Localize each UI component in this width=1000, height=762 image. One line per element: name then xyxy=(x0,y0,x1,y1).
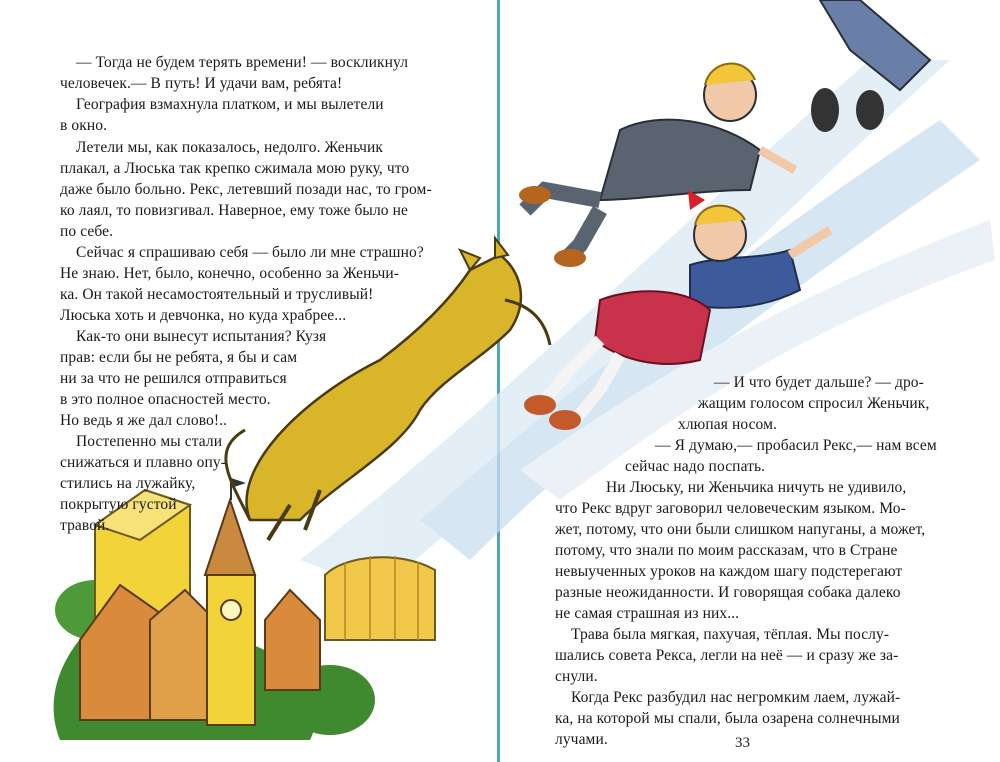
text-line: снули. xyxy=(555,668,598,685)
text-line: Не знаю. Нет, было, конечно, особенно за Женьчи- xyxy=(60,265,400,282)
text-line: стились на лужайку, xyxy=(60,475,196,492)
text-line: География взмахнула платком, и мы вылетели xyxy=(76,96,384,113)
text-line: снижаться и плавно опу- xyxy=(60,454,226,471)
text-line: ка, на которой мы спали, была озарена солнечными xyxy=(555,710,900,727)
text-line: разные неожиданности. И говорящая собака далеко xyxy=(555,584,901,601)
text-line: Ни Люську, ни Женьчика ничуть не удивило, xyxy=(606,479,907,496)
text-line: покрытую густой xyxy=(60,496,177,513)
page-number: 33 xyxy=(735,735,750,751)
text-line: человечек.— В путь! И удачи вам, ребята! xyxy=(60,75,343,92)
text-line: Постепенно мы стали xyxy=(76,433,223,450)
text-line: сейчас надо поспать. xyxy=(625,458,766,475)
text-line: хлюпая носом. xyxy=(678,416,777,433)
text-line: даже было больно. Рекс, летевший позади нас, то гром- xyxy=(60,181,432,198)
text-line: травой. xyxy=(60,517,110,534)
text-line: ко лаял, то повизгивал. Наверное, ему тоже было не xyxy=(60,202,408,219)
text-line: ка. Он такой несамостоятельный и трусливый! xyxy=(60,286,374,303)
text-line: шались совета Рекса, легли на неё — и сразу же за- xyxy=(555,647,899,664)
text-line: — Тогда не будем терять времени! — воскликнул xyxy=(76,54,409,71)
text-line: невыученных уроков на каждом шагу подстерегают xyxy=(555,563,903,580)
text-line: в это полное опасностей место. xyxy=(60,391,271,408)
text-line: Трава была мягкая, пахучая, тёплая. Мы послу- xyxy=(571,626,890,643)
text-line: потому, что знали по моим рассказам, что в Стране xyxy=(555,542,898,559)
text-line: — И что будет дальше? — дро- xyxy=(714,374,924,391)
text-line: лучами. xyxy=(555,731,608,748)
text-line: Летели мы, как показалось, недолго. Женьчик xyxy=(76,139,384,156)
text-line: Сейчас я спрашиваю себя — было ли мне страшно? xyxy=(76,244,424,261)
text-line: — Я думаю,— пробасил Рекс,— нам всем xyxy=(655,437,937,454)
text-line: по себе. xyxy=(60,223,114,240)
text-line: ни за что не решился отправиться xyxy=(60,370,287,387)
text-line: прав: если бы не ребята, я бы и сам xyxy=(60,349,298,366)
text-line: Когда Рекс разбудил нас негромким лаем, лужай- xyxy=(571,689,901,706)
text-line: Люська хоть и девчонка, но куда храбрее... xyxy=(60,307,347,324)
text-line: жащим голосом спросил Женьчик, xyxy=(698,395,930,412)
text-line: что Рекс вдруг заговорил человеческим языком. Мо- xyxy=(555,500,906,517)
text-line: жет, потому, что они были слишком напуганы, а может, xyxy=(555,521,926,538)
text-line: не самая страшная из них... xyxy=(555,605,740,622)
text-line: Но ведь я же дал слово!.. xyxy=(60,412,228,429)
text-line: плакал, а Люська так крепко сжимала мою руку, что xyxy=(60,160,410,177)
text-line: Как-то они вынесут испытания? Кузя xyxy=(76,328,327,345)
text-line: в окно. xyxy=(60,117,108,134)
